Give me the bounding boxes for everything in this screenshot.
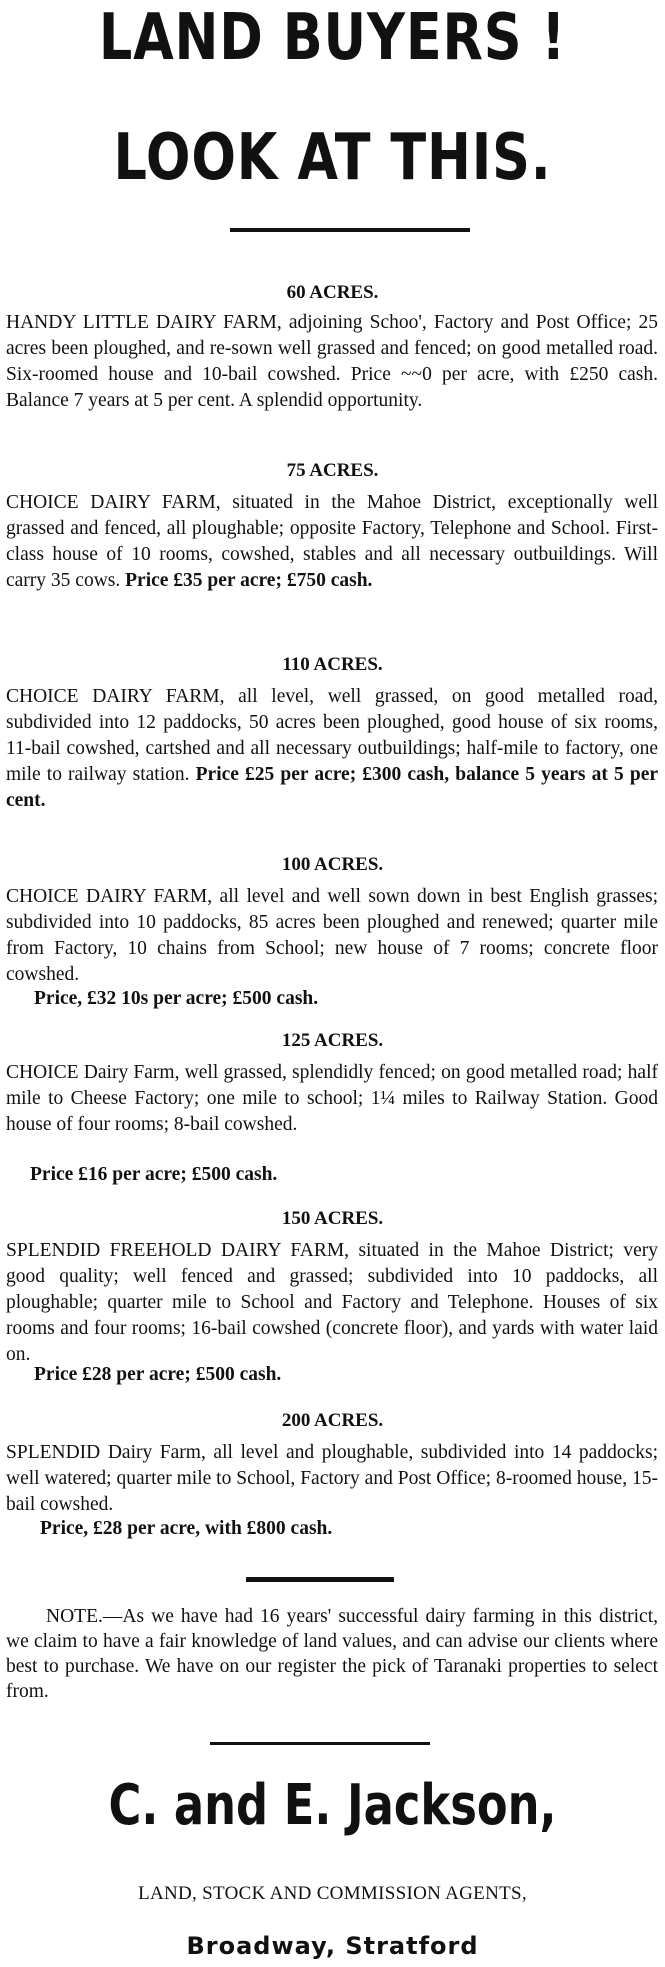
listing-body: HANDY LITTLE DAIRY FARM, adjoining Schoo', Factory and Post Office; 25 acres been ploughed, and re-sown well grassed and fenced; on good metalled road. Six-roomed house and 10-bail cowshed. Price ~~0 per acre, with £250 cash. Balance 7 years at 5 per cent. A splendid opportunity.	[6, 312, 658, 411]
listing-heading: 110 ACRES.	[282, 654, 383, 675]
listing-body: CHOICE Dairy Farm, well grassed, splendidly fenced; on good metalled road; half mile to Cheese Factory; one mile to school; 1¼ miles to Railway Station. Good house of four rooms; 8-bail cowshed.	[6, 1062, 658, 1135]
headline-land-buyers: LAND BUYERS !	[98, 1, 567, 75]
listing-body	[6, 490, 658, 594]
listing-price: Price, £28 per acre, with £800 cash.	[40, 1518, 333, 1539]
listing-heading: 60 ACRES.	[286, 282, 379, 303]
listing-text: CHOICE DAIRY FARM, all level, well grassed, on good metalled road, subdivided into 12 paddocks, 50 acres been ploughed, good house of six rooms, 11-bail cowshed, cartshed and all necessary outbuildings; half-mile to factory, one mile to railway station.	[6, 686, 658, 785]
listing-heading: 125 ACRES.	[281, 1030, 384, 1051]
listing-price: Price £25 per acre; £300 cash, balance 5 years at 5 per cent.	[6, 764, 659, 811]
divider-rule	[246, 1577, 394, 1582]
listing-price: Price £16 per acre; £500 cash.	[30, 1164, 278, 1185]
listing-price: Price £35 per acre; £750 cash.	[125, 570, 373, 591]
headline-look-at-this: LOOK AT THIS.	[113, 121, 552, 195]
listing-heading: 75 ACRES.	[286, 460, 379, 481]
listing-heading: 150 ACRES.	[281, 1208, 384, 1229]
firm-name: C. and E. Jackson,	[108, 1773, 557, 1838]
listing-body	[6, 684, 658, 814]
listing-heading: 200 ACRES.	[281, 1410, 384, 1431]
listing-body: CHOICE DAIRY FARM, all level and well sown down in best English grasses; subdivided into 10 paddocks, 85 acres been ploughed and renewed; quarter mile from Factory, 10 chains from School; new house of 7 rooms; concrete floor cowshed.	[6, 886, 658, 985]
listing-price: Price £28 per acre; £500 cash.	[34, 1364, 282, 1385]
divider-rule	[210, 1742, 430, 1745]
firm-description: LAND, STOCK AND COMMISSION AGENTS,	[138, 1883, 527, 1904]
listing-body: SPLENDID FREEHOLD DAIRY FARM, situated in the Mahoe District; very good quality; well fenced and grassed; subdivided into 10 paddocks, all ploughable; quarter mile to School and Factory and Telephone. Houses of six rooms and four rooms; 16-bail cowshed (concrete floor), and yards with water laid on.	[6, 1240, 658, 1365]
firm-address: Broadway, Stratford	[186, 1932, 479, 1960]
note-paragraph: NOTE.—As we have had 16 years' successful dairy farming in this district, we claim to have a fair knowledge of land values, and can advise our clients where best to purchase. We have on our register the pick of Taranaki properties to select from.	[6, 1606, 658, 1702]
listing-text: CHOICE DAIRY FARM, situated in the Mahoe District, exceptionally well grassed and fenced, all ploughable; opposite Factory, Telephone and School. First-class house of 10 rooms, cowshed, stables and all necessary outbuildings. Will carry 35 cows.	[6, 492, 658, 591]
listing-price: Price, £32 10s per acre; £500 cash.	[34, 988, 319, 1009]
listing-heading: 100 ACRES.	[281, 854, 384, 875]
divider-rule	[230, 228, 470, 232]
listing-body: SPLENDID Dairy Farm, all level and ploughable, subdivided into 14 paddocks; well watered; quarter mile to School, Factory and Post Office; 8-roomed house, 15-bail cowshed.	[6, 1442, 658, 1515]
